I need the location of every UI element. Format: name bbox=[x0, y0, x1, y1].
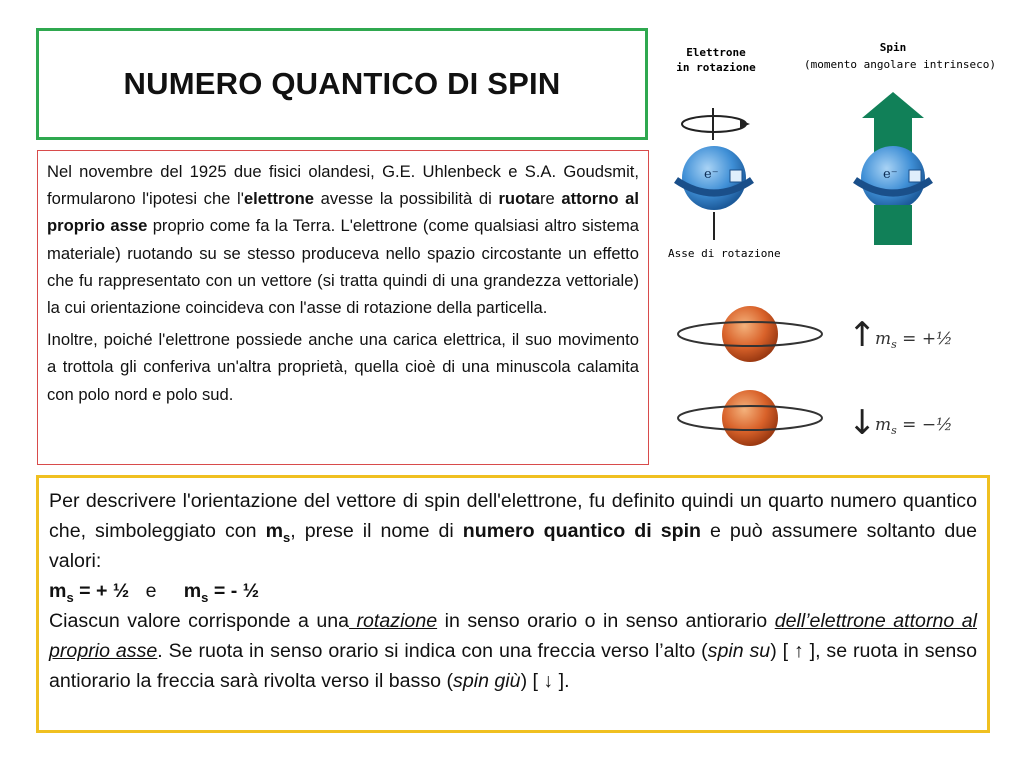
italic-spin-su: spin su bbox=[707, 640, 771, 662]
ms-down-value: = −½ bbox=[896, 415, 953, 435]
text-span: e può assumere soltanto due valori: bbox=[49, 520, 978, 572]
text-span: ) [ ↑ ], se ruota in senso antiorario la freccia sarà rivolta verso il basso ( bbox=[49, 640, 977, 692]
ms-subscript: s bbox=[891, 424, 897, 437]
ms-subscript: s bbox=[891, 338, 897, 351]
down-arrow-icon: ↓ bbox=[848, 403, 877, 443]
italic-spin-giu: spin giù bbox=[453, 670, 521, 692]
page-title: NUMERO QUANTICO DI SPIN bbox=[123, 66, 561, 101]
spin-figure-ms bbox=[670, 300, 970, 460]
text-span: Per descrivere l'orientazione del vettore di spin dell'elettrone, fu definito quindi un quarto numero quantico che, simboleggiato con bbox=[49, 490, 977, 542]
bold-attorno: attorno al proprio asse bbox=[47, 189, 639, 236]
text-span: in senso orario o in senso antiorario bbox=[437, 610, 775, 632]
label-in-rotazione: in rotazione bbox=[676, 61, 756, 74]
underlined-elettrone-asse: dell’elettrone attorno al proprio asse bbox=[49, 610, 977, 662]
paragraph-magnet: Inoltre, poiché l'elettrone possiede anche una carica elettrica, il suo movimento a trottola gli conferiva un'altra proprietà, quella cioè di una minuscola calamita con polo nord e polo sud. bbox=[47, 330, 639, 404]
ms-symbol: m bbox=[875, 415, 892, 435]
spin-up-row bbox=[678, 306, 953, 362]
paragraph-rotation bbox=[49, 606, 977, 696]
text-span: . Se ruota in senso orario si indica con una freccia verso l’alto ( bbox=[157, 640, 708, 662]
ms-subscript: s bbox=[66, 589, 74, 605]
spin-electron bbox=[855, 92, 931, 245]
electron-symbol: e⁻ bbox=[704, 167, 719, 182]
title-box bbox=[36, 28, 648, 140]
svg-text:ms = +½ bbox=[875, 329, 953, 351]
text-span: proprio come fa la Terra. L'elettrone (come qualsiasi altro sistema materiale) ruotando su se stesso produceva nello spazio circostante un effetto che fu rappresentato con un vettore (si tratta quindi di una grandezza vettoriale) la cui orientazione coincideva con l'asse di rotazione della particella. bbox=[47, 216, 639, 318]
bold-elettrone: elettrone bbox=[243, 189, 314, 209]
paragraph-definition bbox=[49, 486, 977, 576]
ms-letter: m bbox=[49, 580, 67, 602]
text-span: , prese il nome di bbox=[290, 520, 463, 542]
intro-text-box bbox=[37, 150, 649, 465]
ms-value-minus: = - ½ bbox=[208, 580, 260, 602]
ms-letter: m bbox=[265, 520, 284, 542]
svg-text:ms = −½ bbox=[875, 415, 953, 437]
definition-box bbox=[36, 475, 990, 733]
text-span: ) [ ↓ ]. bbox=[520, 670, 570, 692]
text-span: avesse la possibilità di bbox=[313, 189, 499, 209]
ms-letter: m bbox=[183, 580, 202, 602]
separator-e: e bbox=[145, 580, 157, 602]
ms-values-line bbox=[49, 576, 977, 606]
ms-symbol: m bbox=[875, 329, 892, 349]
label-momento: (momento angolare intrinseco) bbox=[803, 58, 997, 71]
paragraph-history bbox=[47, 158, 639, 321]
ms-up-value: = +½ bbox=[896, 329, 953, 349]
text-span: re bbox=[539, 189, 562, 209]
bold-numero-quantico: numero quantico di spin bbox=[462, 520, 701, 542]
bold-ruota: ruota bbox=[498, 189, 540, 209]
label-spin: Spin bbox=[879, 41, 907, 54]
ms-value-plus: = + ½ bbox=[73, 580, 130, 602]
label-asse-rotazione: Asse di rotazione bbox=[668, 247, 781, 260]
electron-symbol: e⁻ bbox=[883, 167, 898, 182]
text-span: Nel novembre del 1925 due fisici olandesi, G.E. Uhlenbeck e S.A. Goudsmit, formularono l'ipotesi che l' bbox=[47, 162, 639, 209]
ms-symbol bbox=[265, 520, 291, 545]
ms-subscript: s bbox=[201, 589, 209, 605]
underlined-rotazione: rotazione bbox=[349, 610, 438, 632]
up-arrow-icon: ↑ bbox=[848, 315, 877, 355]
label-elettrone: Elettrone bbox=[686, 46, 746, 59]
text-span: Ciascun valore corrisponde a una bbox=[49, 610, 350, 632]
ms-subscript: s bbox=[283, 529, 291, 545]
rotating-electron bbox=[676, 108, 752, 240]
spin-figure-top bbox=[660, 30, 1004, 270]
spin-down-row bbox=[678, 390, 953, 446]
